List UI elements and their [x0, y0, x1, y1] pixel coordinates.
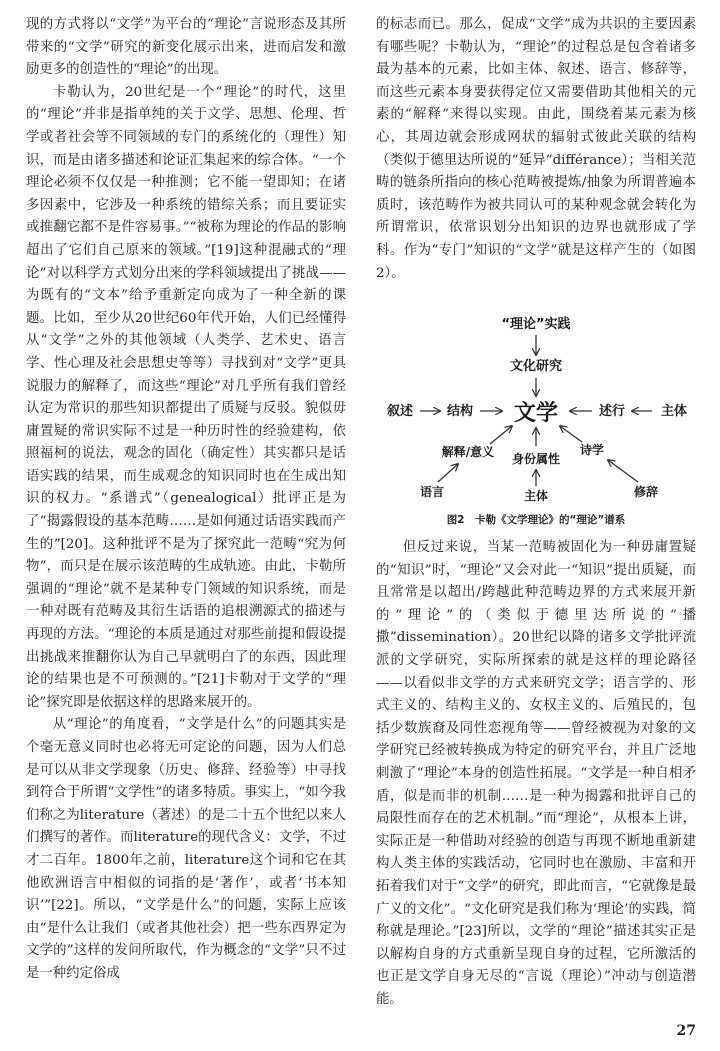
left-column [26, 14, 346, 986]
figure-node-bottom-center: 主体 [523, 489, 549, 503]
figure-theory-genealogy [376, 304, 696, 532]
figure-node-lower-right: 诗学 [579, 443, 605, 457]
figure-node-lower-left: 解释/意义 [441, 445, 495, 459]
paragraph: 从“理论”的角度看，“文学是什么”的问题其实是个毫无意义同时也必将无可定论的问题，因为人们总是可以从非文学现象（历史、修辞、经验等）中寻找到符合于所谓“文学性”的诸多特质。事实上，“如今我们称之为literature（著述）的是二十五个世纪以来人们撰写的著作。而literature的现代含义：文学，不过才二百年。1800年之前，literature这个词和它在其他欧洲语言中相似的词指的是‘著作’，或者‘书本知识’”[22]。所以，“文学是什么”的问题，实际上应该由“是什么让我们（或者其他社会）把一些东西界定为文学的”这样的发问所取代，作为概念的“文学”只不过是一种约定俗成 [26, 717, 346, 981]
arrow-bottom-left [438, 464, 458, 482]
paragraph: 但反过来说，当某一范畴被固化为一种毋庸置疑的“知识”时，“理论”又会对此一“知识”提出质疑，而且常常是以超出/跨越此种范畴边界的方式来展开新的“理论”的（类似于德里达所说的“播撒”dissemination）。20世纪以降的诸多文学批评流派的文学研究，实际所探索的就是这样的理论路径——以看似非文学的方式来研究文学；语言学的、形式主义的、结构主义的、女权主义的、后殖民的，包括少数族裔及同性恋视角等——曾经被视为对象的文学研究已经被转换成为特定的研究平台，并且广泛地刺激了“理论”本身的创造性拓展。“文学是一种自相矛盾，似是而非的机制……是一种为揭露和批评自己的局限性而存在的艺术机制。”而“理论”，从根本上讲，实际正是一种借助对经验的创造与再现不断地重新建构人类主体的实践活动，它同时也在激励、丰富和开拓着我们对于“文学”的研究，即此而言，“它就像是最广义的文化”。“文化研究是我们称为‘理论’的实践，简称就是理论。”[23]所以，文学的“理论”描述其实正是以解构自身的方式重新呈现自身的过程，它所激活的也正是文学自身无尽的“言说（理论）”冲动与创造潜能。 [376, 540, 696, 1007]
figure-node-left-outer: 叙述 [386, 404, 414, 419]
right-column-bottom [376, 537, 696, 1011]
right-column-top [376, 14, 696, 285]
figure-caption: 图2 卡勒《文学理论》的“理论”谱系 [446, 514, 626, 526]
arrow-lower-left [490, 426, 512, 444]
figure-node-bottom-right: 修辞 [633, 485, 659, 499]
figure-diagram [376, 304, 696, 514]
page-number: 27 [676, 1023, 696, 1039]
paragraph: 卡勒认为，20世纪是一个“理论”的时代，这里的“理论”并非是指单纯的关于文学、思想、伦理、哲学或者社会等不同领域的专门的系统化的（理性）知识，而是由诸多描述和论证汇集起来的综合体。“一个理论必须不仅仅是一种推测；它不能一望即知；在诸多因素中，它涉及一种系统的错综关系；而且要证实或推翻它都不是件容易事。”“被称为理论的作品的影响超出了它们自己原来的领域。”[19]这种混融式的“理论”对以科学方式划分出来的学科领域提出了挑战——为既有的“文本”给予重新定向成为了一种全新的课题。比如，至少从20世纪60年代开始，人们已经懂得从“文学”之外的其他领域（人类学、艺术史、语言学、性心理及社会思想史等等）寻找到对“文学”更具说服力的解释了，而这些“理论”对几乎所有我们曾经认定为常识的那些知识都提出了质疑与反驳。貌似毋庸置疑的常识实际不过是一种历时性的经验建构，依照福柯的说法，观念的固化（确定性）其实都只是话语实践的结果，而生成观念的知识同时也在生成出知识的权力。“系谱式”（genealogical）批评正是为了“揭露假设的基本范畴……是如何通过话语实践而产生的”[20]。这种批评不是为了探究此一范畴“究为何物”，而只是在展示该范畴的生成轨迹。由此，卡勒所强调的“理论”就不是某种专门领域的知识系统，而是一种对既有范畴及其衍生话语的追根溯源式的描述与再现的方法。“理论的本质是通过对那些前提和假设提出挑战来推翻你认为自己早就明白了的东西，因此理论的结果也是不可预测的。”[21]卡勒对于文学的“理论”探究即是依据这样的思路来展开的。 [26, 84, 346, 710]
paragraph: 的标志而已。那么，促成“文学”成为共识的主要因素有哪些呢？卡勒认为，“理论”的过程总是包含着诸多最为基本的元素，比如主体、叙述、语言、修辞等，而这些元素本身要获得定位又需要借助其他相关的元素的“解释”来得以实现。由此，围绕着某元素为核心，其周边就会形成网状的辐射式彼此关联的结构（类似于德里达所说的“延异”différance）；当相关范畴的链条所指向的核心范畴被提炼/抽象为所谓普遍本质时，该范畴作为被共同认可的某种观念就会转化为所谓常识，依常识划分出知识的边界也就形成了学科。作为“专门”知识的“文学”就是这样产生的（如图2）。 [376, 17, 696, 281]
figure-node-right-outer: 主体 [660, 404, 688, 419]
figure-node-center: 文学 [513, 401, 559, 426]
figure-node-left-inner: 结构 [446, 404, 474, 419]
figure-node-right-inner: 述行 [598, 404, 626, 419]
arrow-lower-right [560, 426, 582, 442]
paragraph: 现的方式将以“文学”为平台的“理论”言说形态及其所带来的“文学”研究的新变化展示出来，进而启发和激励更多的创造性的“理论”的出现。 [26, 17, 346, 78]
figure-node-bottom-left: 语言 [419, 485, 445, 499]
arrow-bottom-right [608, 460, 638, 482]
figure-node-top: “理论”实践 [501, 317, 571, 332]
figure-node-upper: 文化研究 [509, 359, 563, 374]
figure-node-lower-center: 身份属性 [511, 452, 561, 466]
